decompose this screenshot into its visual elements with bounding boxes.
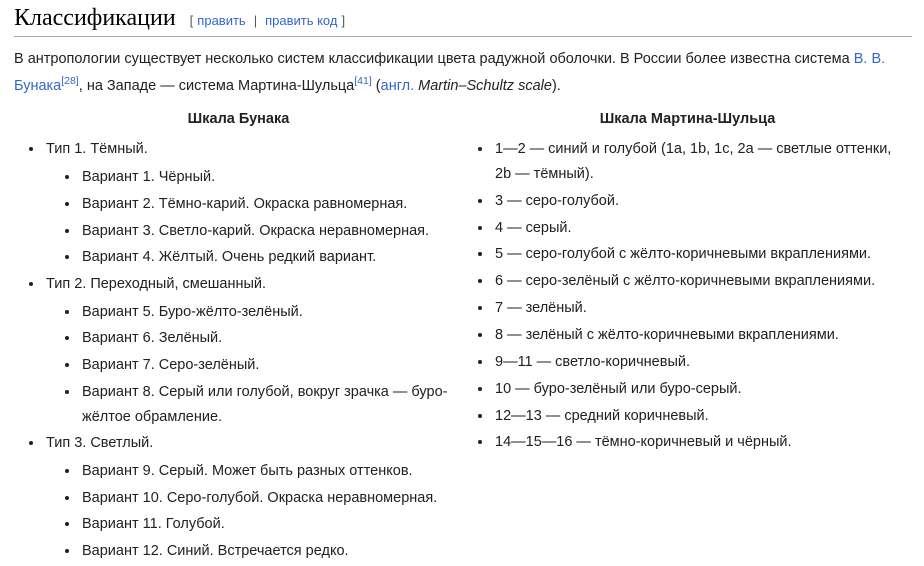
intro-text-3: ( <box>371 77 381 94</box>
bunak-link[interactable]: В. В. Бунака <box>14 50 886 94</box>
intro-text-2: , на Западе — система Мартина-Шульца <box>78 77 355 94</box>
list-item: • 8 — зелёный с жёлто-коричневыми вкраплениями. <box>493 323 912 347</box>
list-item: • Вариант 8. Серый или голубой, вокруг зрачка — буро-жёлтое обрамление. <box>80 380 463 429</box>
edit-link[interactable]: править <box>197 13 246 28</box>
martin-schultz-list <box>493 137 912 454</box>
list-item: • 3 — серо-голубой. <box>493 189 912 213</box>
list-item: • 10 — буро-зелёный или буро-серый. <box>493 377 912 401</box>
list-item: • 12—13 — средний коричневый. <box>493 404 912 428</box>
list-item: • Вариант 11. Голубой. <box>80 512 463 536</box>
list-item: • Вариант 3. Светло-карий. Окраска неравномерная. <box>80 219 463 243</box>
page-title: Классификации <box>14 5 176 31</box>
list-item: • Вариант 6. Зелёный. <box>80 326 463 350</box>
list-item: • 6 — серо-зелёный с жёлто-коричневыми вкраплениями. <box>493 269 912 293</box>
classification-columns <box>14 107 912 566</box>
list-item: • 1—2 — синий и голубой (1a, 1b, 1c, 2a — светлые оттенки, 2b — тёмный). <box>493 137 912 186</box>
section-heading <box>14 4 912 37</box>
bunak-type-1-label: Тип 1. Тёмный. <box>46 141 148 158</box>
edit-bracket-close: ] <box>341 13 346 28</box>
list-item: • 7 — зелёный. <box>493 296 912 320</box>
list-item <box>44 137 463 269</box>
intro-text-4: ). <box>551 77 561 94</box>
list-item: • 9—11 — светло-коричневый. <box>493 350 912 374</box>
list-item: • Вариант 7. Серо-зелёный. <box>80 353 463 377</box>
list-item: • Вариант 4. Жёлтый. Очень редкий вариант. <box>80 245 463 269</box>
bunak-type-2-variants <box>80 300 463 429</box>
list-item: • 5 — серо-голубой с жёлто-коричневыми вкраплениями. <box>493 242 912 266</box>
list-item: • 4 — серый. <box>493 216 912 240</box>
edit-bracket-open: [ <box>189 13 194 28</box>
reference-41-link[interactable]: [41] <box>354 74 372 87</box>
bunak-column <box>14 107 463 566</box>
reference-28-link[interactable]: [28] <box>61 74 79 87</box>
edit-separator: | <box>253 13 258 28</box>
bunak-list <box>44 137 463 563</box>
intro-paragraph <box>14 46 912 100</box>
martin-schultz-latin-name: Martin–Schultz scale <box>418 77 552 94</box>
list-item: • Вариант 10. Серо-голубой. Окраска неравномерная. <box>80 486 463 510</box>
list-item: • Вариант 12. Синий. Встречается редко. <box>80 539 463 563</box>
martin-schultz-column <box>463 107 912 566</box>
edit-code-link[interactable]: править код <box>265 13 338 28</box>
list-item: • Вариант 2. Тёмно-карий. Окраска равномерная. <box>80 192 463 216</box>
list-item: • Вариант 9. Серый. Может быть разных оттенков. <box>80 459 463 483</box>
list-item <box>44 431 463 563</box>
intro-text-1: В антропологии существует несколько систем классификации цвета радужной оболочки. В России более известна система <box>14 50 854 67</box>
bunak-type-2-label: Тип 2. Переходный, смешанный. <box>46 276 267 293</box>
bunak-header: Шкала Бунака <box>187 111 290 128</box>
bunak-type-3-label: Тип 3. Светлый. <box>46 435 154 452</box>
edit-section <box>190 13 345 28</box>
bunak-type-1-variants <box>80 165 463 270</box>
reference-28 <box>61 75 79 87</box>
list-item: • Вариант 1. Чёрный. <box>80 165 463 189</box>
english-lang-link[interactable]: англ. <box>380 77 415 94</box>
reference-41 <box>354 75 372 87</box>
list-item <box>44 272 463 429</box>
martin-schultz-header: Шкала Мартина-Шульца <box>599 111 776 128</box>
list-item: • 14—15—16 — тёмно-коричневый и чёрный. <box>493 430 912 454</box>
list-item: • Вариант 5. Буро-жёлто-зелёный. <box>80 300 463 324</box>
bunak-type-3-variants <box>80 459 463 564</box>
